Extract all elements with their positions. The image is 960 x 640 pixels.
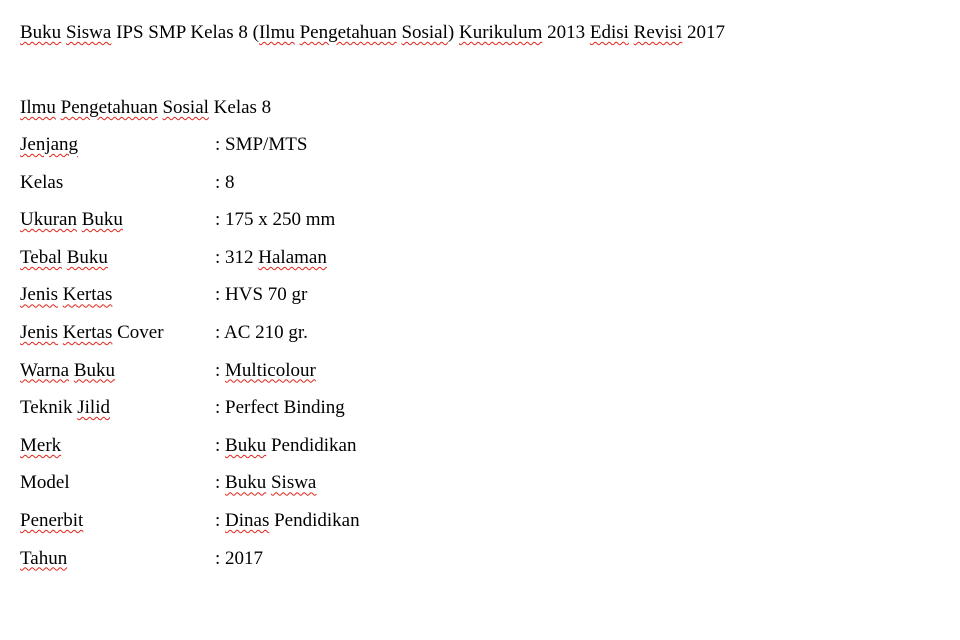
misspelled-word: Tebal bbox=[20, 246, 62, 268]
spec-label[interactable] bbox=[20, 133, 215, 171]
spec-row bbox=[20, 359, 360, 397]
spec-value-text: : 8 bbox=[215, 171, 235, 193]
misspelled-word: Jilid bbox=[77, 397, 110, 419]
spec-label[interactable] bbox=[20, 171, 215, 209]
spec-row bbox=[20, 171, 360, 209]
spec-row bbox=[20, 547, 360, 585]
document-title-text: 2017 bbox=[682, 22, 725, 43]
spec-label[interactable] bbox=[20, 509, 215, 547]
document-title-text: 2013 bbox=[542, 22, 590, 43]
spec-row bbox=[20, 321, 360, 359]
spec-row bbox=[20, 434, 360, 472]
misspelled-word: Buku bbox=[20, 22, 62, 43]
spec-value-text: Pendidikan bbox=[269, 509, 360, 531]
spec-value[interactable] bbox=[215, 321, 308, 359]
spec-value-text: : 2017 bbox=[215, 547, 264, 569]
spec-value[interactable] bbox=[215, 171, 235, 209]
spec-value-text: : HVS 70 gr bbox=[215, 284, 308, 306]
spec-value-text: : SMP/MTS bbox=[215, 134, 308, 155]
spec-value[interactable] bbox=[215, 434, 356, 472]
spec-row bbox=[20, 396, 360, 434]
misspelled-word: Sosial bbox=[162, 97, 209, 118]
misspelled-word: Sosial bbox=[401, 22, 448, 43]
spec-value[interactable] bbox=[215, 133, 307, 171]
spec-value-text: : bbox=[215, 472, 226, 494]
misspelled-word: Ukuran bbox=[20, 209, 77, 231]
spec-label-text: Cover bbox=[112, 321, 164, 343]
misspelled-word: Siswa bbox=[270, 472, 317, 494]
spec-label[interactable] bbox=[20, 283, 215, 321]
spec-value-text: : Perfect Binding bbox=[215, 397, 345, 419]
misspelled-word: Penerbit bbox=[20, 509, 84, 531]
spec-value[interactable] bbox=[215, 359, 316, 397]
misspelled-word: Ilmu bbox=[258, 22, 295, 43]
misspelled-word: Buku bbox=[225, 434, 267, 456]
spec-label[interactable] bbox=[20, 434, 215, 472]
misspelled-word: Tahun bbox=[20, 547, 68, 569]
misspelled-word: Warna bbox=[20, 359, 70, 381]
spec-value-text: : 175 x 250 mm bbox=[215, 209, 336, 231]
spec-label[interactable] bbox=[20, 359, 215, 397]
spec-row bbox=[20, 208, 360, 246]
spec-label[interactable] bbox=[20, 471, 215, 509]
misspelled-word: Revisi bbox=[633, 22, 683, 43]
misspelled-word: Buku bbox=[66, 246, 108, 268]
spec-value[interactable] bbox=[215, 396, 345, 434]
spec-value[interactable] bbox=[215, 283, 307, 321]
spec-value[interactable] bbox=[215, 547, 263, 585]
spec-value[interactable] bbox=[215, 246, 327, 284]
spec-label[interactable] bbox=[20, 396, 215, 434]
spec-value[interactable] bbox=[215, 471, 316, 509]
document-title-text: IPS SMP Kelas 8 ( bbox=[111, 22, 259, 43]
document-subtitle[interactable] bbox=[20, 96, 271, 120]
spec-label-text: Model bbox=[20, 472, 70, 494]
misspelled-word: Pengetahuan bbox=[299, 22, 397, 43]
misspelled-word: Ilmu bbox=[20, 97, 56, 118]
spec-row bbox=[20, 509, 360, 547]
misspelled-word: Multicolour bbox=[225, 359, 316, 381]
misspelled-word: Siswa bbox=[65, 22, 112, 43]
misspelled-word: Buku bbox=[73, 359, 116, 381]
misspelled-word: Edisi bbox=[589, 22, 629, 43]
misspelled-word: Kurikulum bbox=[458, 22, 543, 43]
misspelled-word: Jenis bbox=[20, 321, 58, 343]
spec-label-text: Kelas bbox=[20, 171, 64, 193]
spec-value-text: : 312 bbox=[215, 246, 259, 268]
spec-value-text: : bbox=[215, 434, 226, 456]
misspelled-word: Jenjang bbox=[20, 134, 79, 155]
misspelled-word: Pengetahuan bbox=[60, 97, 158, 118]
spec-row bbox=[20, 133, 360, 171]
misspelled-word: Kertas bbox=[62, 321, 113, 343]
spec-value-text: : bbox=[215, 509, 226, 531]
spec-value-text: Pendidikan bbox=[266, 434, 357, 456]
spec-label[interactable] bbox=[20, 547, 215, 585]
spec-value[interactable] bbox=[215, 509, 360, 547]
misspelled-word: Buku bbox=[81, 209, 123, 231]
misspelled-word: Buku bbox=[225, 472, 267, 494]
document-title-text: ) bbox=[447, 22, 459, 43]
spec-label[interactable] bbox=[20, 246, 215, 284]
spec-value-text: : AC 210 gr. bbox=[215, 321, 308, 343]
document-subtitle-text: Kelas 8 bbox=[208, 97, 272, 118]
misspelled-word: Jenis bbox=[20, 284, 58, 306]
document-title[interactable] bbox=[20, 21, 725, 45]
spec-row bbox=[20, 246, 360, 284]
spec-label[interactable] bbox=[20, 208, 215, 246]
spec-label-text: Teknik bbox=[20, 397, 78, 419]
spec-row bbox=[20, 471, 360, 509]
misspelled-word: Halaman bbox=[258, 246, 327, 268]
spec-list bbox=[20, 133, 360, 584]
spec-row bbox=[20, 283, 360, 321]
misspelled-word: Kertas bbox=[62, 284, 113, 306]
spec-label[interactable] bbox=[20, 321, 215, 359]
spec-value[interactable] bbox=[215, 208, 335, 246]
spec-value-text: : bbox=[215, 359, 226, 381]
misspelled-word: Dinas bbox=[225, 509, 270, 531]
misspelled-word: Merk bbox=[20, 434, 62, 456]
